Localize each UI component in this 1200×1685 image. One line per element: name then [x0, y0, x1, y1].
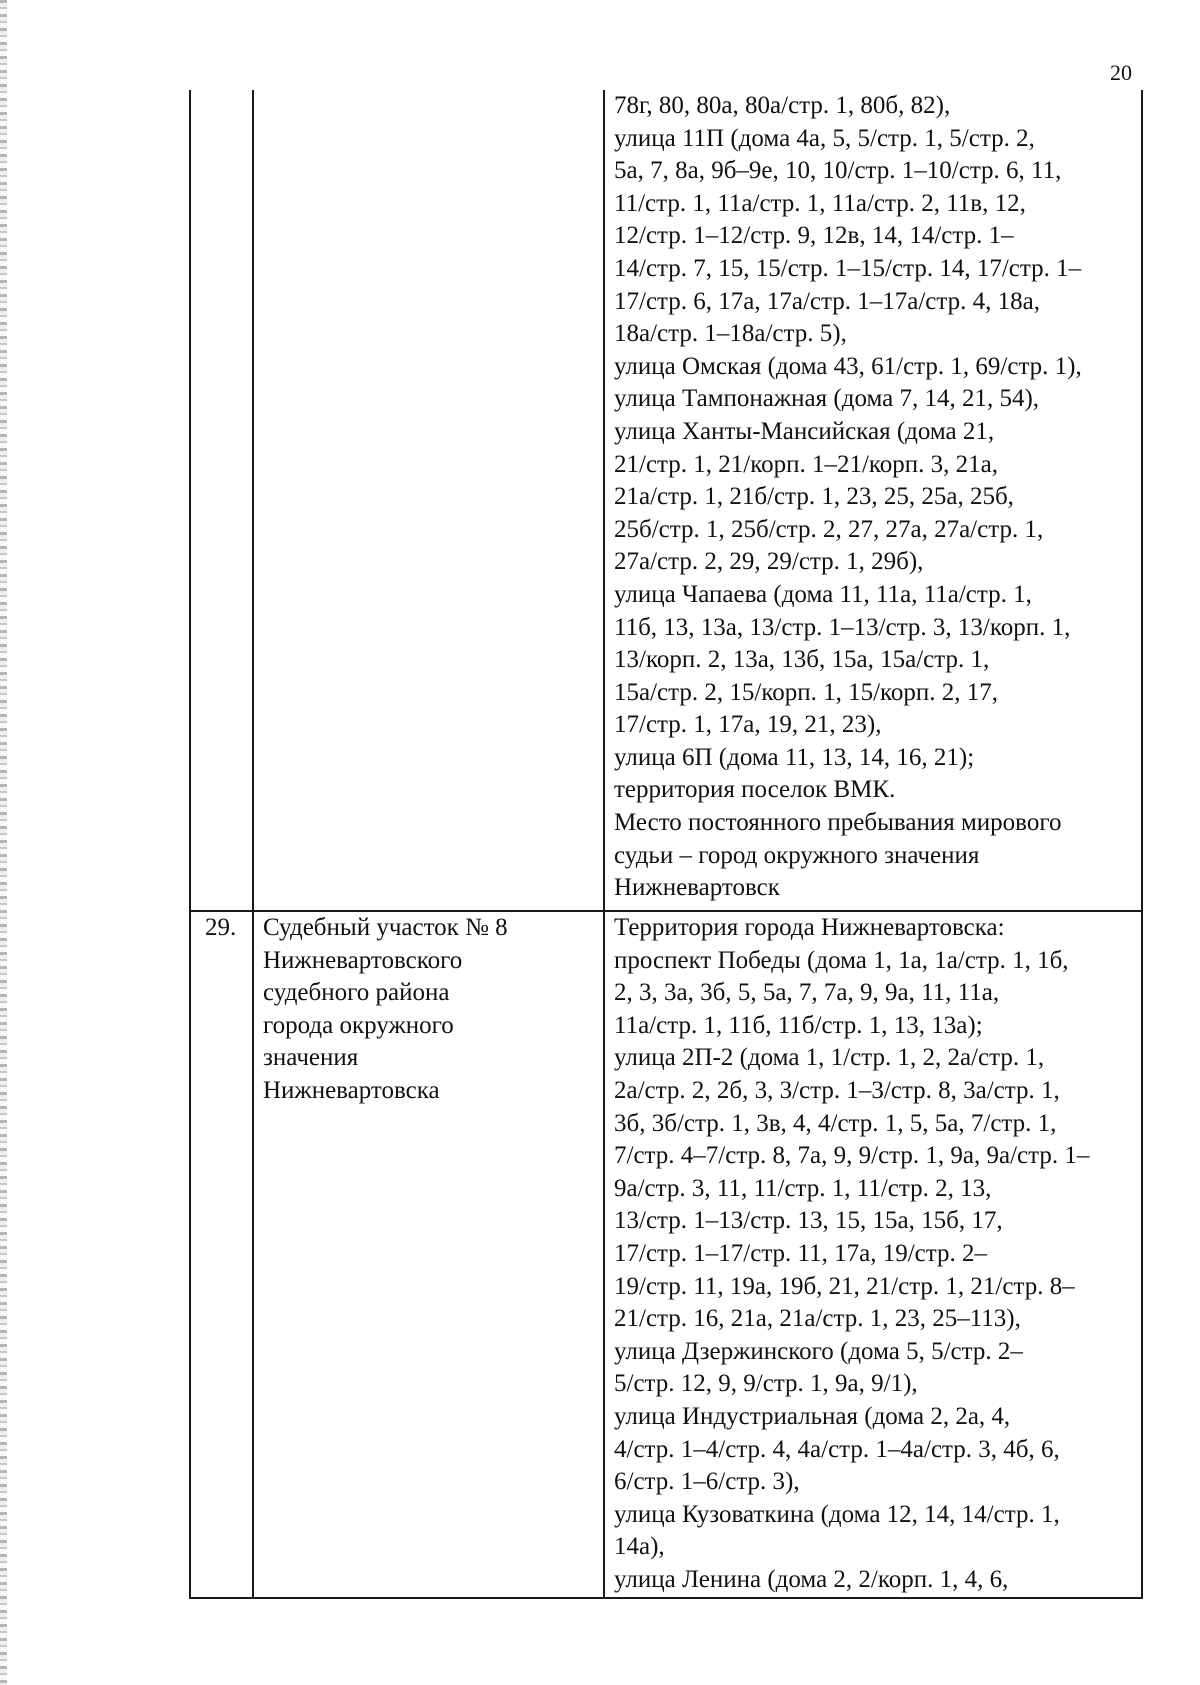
text-line: 2, 3, 3а, 3б, 5, 5а, 7, 7а, 9, 9а, 11, 11а, [614, 979, 1000, 1007]
row-title-cell [253, 911, 604, 1598]
table-row [190, 90, 1142, 911]
text-line: 14/стр. 7, 15, 15/стр. 1–15/стр. 14, 17/стр. 1– [614, 254, 1082, 282]
text-line: Нижневартовского [263, 946, 463, 974]
text-line: 13/корп. 2, 13а, 13б, 15а, 15а/стр. 1, [614, 646, 990, 674]
text-line: 17/стр. 1–17/стр. 11, 17а, 19/стр. 2– [614, 1239, 987, 1267]
text-line: проспект Победы (дома 1, 1а, 1а/стр. 1, 1б, [614, 946, 1069, 974]
text-line: 3б, 3б/стр. 1, 3в, 4, 4/стр. 1, 5, 5а, 7/стр. 1, [614, 1109, 1057, 1137]
text-line: 21а/стр. 1, 21б/стр. 1, 23, 25, 25а, 25б, [614, 483, 1014, 511]
text-line: Нижневартовск [614, 874, 780, 902]
row-number-cell [190, 90, 253, 911]
text-line: 21/стр. 1, 21/корп. 1–21/корп. 3, 21а, [614, 450, 999, 478]
text-line: территория поселок ВМК. [614, 776, 896, 804]
text-line: 17/стр. 6, 17а, 17а/стр. 1–17а/стр. 4, 18а, [614, 287, 1040, 315]
text-line: 5/стр. 12, 9, 9/стр. 1, 9а, 9/1), [614, 1370, 918, 1398]
text-line: 25б/стр. 1, 25б/стр. 2, 27, 27а, 27а/стр. 1, [614, 515, 1044, 543]
row-content-cell [604, 90, 1142, 911]
text-line: судебного района [263, 979, 450, 1007]
text-line: Территория города Нижневартовска: [614, 914, 1005, 941]
text-line: улица Чапаева (дома 11, 11а, 11а/стр. 1, [614, 580, 1032, 608]
text-line: 13/стр. 1–13/стр. 13, 15, 15а, 15б, 17, [614, 1207, 1003, 1235]
text-line: улица Ханты-Мансийская (дома 21, [614, 417, 995, 445]
text-line: 18а/стр. 1–18а/стр. 5), [614, 320, 847, 348]
text-line: улица 6П (дома 11, 13, 14, 16, 21); [614, 743, 975, 771]
table-row [190, 911, 1142, 1598]
text-line: 9а/стр. 3, 11, 11/стр. 1, 11/стр. 2, 13, [614, 1174, 992, 1202]
text-line: города окружного [263, 1011, 454, 1039]
text-line: улица Тампонажная (дома 7, 14, 21, 54), [614, 385, 1040, 413]
row-number-cell: 29. [190, 911, 253, 1598]
text-line: 78г, 80, 80а, 80а/стр. 1, 80б, 82), [614, 92, 951, 119]
text-line: 17/стр. 1, 17а, 19, 21, 23), [614, 711, 882, 739]
text-line: 11/стр. 1, 11а/стр. 1, 11а/стр. 2, 11в, 12, [614, 189, 1026, 217]
text-line: 11а/стр. 1, 11б, 11б/стр. 1, 13, 13а); [614, 1011, 983, 1039]
text-line: улица Индустриальная (дома 2, 2а, 4, [614, 1402, 1011, 1430]
page-number: 20 [1110, 60, 1132, 85]
text-line: улица Омская (дома 43, 61/стр. 1, 69/стр. 1), [614, 352, 1082, 380]
text-line: улица Ленина (дома 2, 2/корп. 1, 4, 6, [614, 1565, 1009, 1593]
text-line: Место постоянного пребывания мирового [614, 809, 1062, 837]
text-line: судьи – город окружного значения [614, 841, 980, 869]
districts-table [189, 90, 1143, 1599]
text-line: улица Дзержинского (дома 5, 5/стр. 2– [614, 1337, 1023, 1365]
row-title-cell [253, 90, 604, 911]
row-content-cell [604, 911, 1142, 1598]
scan-edge [0, 0, 7, 1685]
text-line: Нижневартовска [263, 1076, 440, 1104]
text-line: улица 11П (дома 4а, 5, 5/стр. 1, 5/стр. 2, [614, 124, 1035, 152]
text-line: улица 2П-2 (дома 1, 1/стр. 1, 2, 2а/стр. 1, [614, 1044, 1045, 1072]
text-line: значения [263, 1044, 359, 1072]
text-line: Судебный участок № 8 [263, 914, 508, 941]
text-line: 27а/стр. 2, 29, 29/стр. 1, 29б), [614, 548, 924, 576]
text-line: 2а/стр. 2, 2б, 3, 3/стр. 1–3/стр. 8, 3а/стр. 1, [614, 1076, 1060, 1104]
text-line: 21/стр. 16, 21а, 21а/стр. 1, 23, 25–113), [614, 1305, 1021, 1333]
text-line: 19/стр. 11, 19а, 19б, 21, 21/стр. 1, 21/стр. 8– [614, 1272, 1075, 1300]
text-line: 15а/стр. 2, 15/корп. 1, 15/корп. 2, 17, [614, 678, 999, 706]
text-line: 12/стр. 1–12/стр. 9, 12в, 14, 14/стр. 1– [614, 222, 1014, 250]
text-line: 7/стр. 4–7/стр. 8, 7а, 9, 9/стр. 1, 9а, 9а/стр. 1– [614, 1142, 1090, 1170]
text-line: 5а, 7, 8а, 9б–9е, 10, 10/стр. 1–10/стр. 6, 11, [614, 157, 1062, 185]
text-line: улица Кузоваткина (дома 12, 14, 14/стр. 1, [614, 1500, 1060, 1528]
text-line: 11б, 13, 13а, 13/стр. 1–13/стр. 3, 13/корп. 1, [614, 613, 1071, 641]
text-line: 4/стр. 1–4/стр. 4, 4а/стр. 1–4а/стр. 3, 4б, 6, [614, 1435, 1060, 1463]
text-line: 14а), [614, 1533, 665, 1561]
text-line: 6/стр. 1–6/стр. 3), [614, 1468, 800, 1496]
